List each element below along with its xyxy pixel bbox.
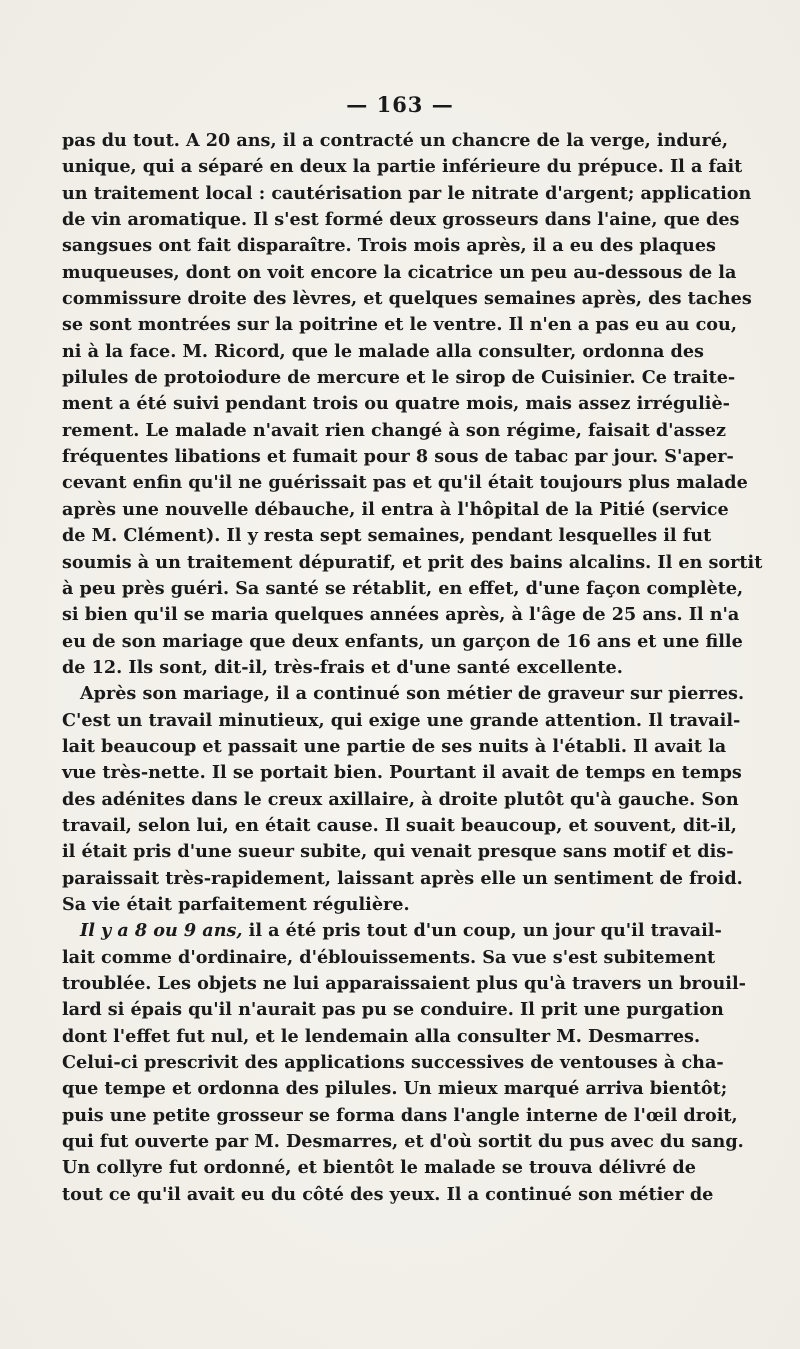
text-line: troublée. Les objets ne lui apparaissaient plus qu'à travers un brouil- xyxy=(62,973,746,994)
text-line: dont l'effet fut nul, et le lendemain alla consulter M. Desmarres. xyxy=(62,1025,701,1047)
text-line: de vin aromatique. Il s'est formé deux grosseurs dans l'aine, que des xyxy=(62,209,740,231)
body-text xyxy=(62,128,763,1208)
text-line: puis une petite grosseur se forma dans l'angle interne de l'œil droit, xyxy=(62,1104,738,1126)
text-line: de M. Clément). Il y resta sept semaines, pendant lesquelles il fut xyxy=(62,525,712,547)
text-line: travail, selon lui, en était cause. Il suait beaucoup, et souvent, dit-il, xyxy=(62,814,737,836)
italic-lead: Il y a 8 ou 9 ans, xyxy=(80,920,243,942)
text-line: Il y a 8 ou 9 ans, il a été pris tout d'un coup, un jour qu'il travail- xyxy=(80,920,722,942)
text-line: se sont montrées sur la poitrine et le ventre. Il n'en a pas eu au cou, xyxy=(62,314,737,336)
text-line: à peu près guéri. Sa santé se rétablit, en effet, d'une façon complète, xyxy=(62,577,744,599)
text-line: unique, qui a séparé en deux la partie inférieure du prépuce. Il a fait xyxy=(62,156,743,178)
text-line: un traitement local : cautérisation par le nitrate d'argent; application xyxy=(62,182,752,204)
text-line: muqueuses, dont on voit encore la cicatrice un peu au-dessous de la xyxy=(62,261,737,283)
text-line: commissure droite des lèvres, et quelques semaines après, des taches xyxy=(62,288,752,310)
text-line: lait comme d'ordinaire, d'éblouissements. Sa vue s'est subitement xyxy=(62,946,716,968)
text-line: paraissait très-rapidement, laissant après elle un sentiment de froid. xyxy=(62,867,743,889)
text-line: qui fut ouverte par M. Desmarres, et d'où sortit du pus avec du sang. xyxy=(62,1131,744,1153)
text-line: soumis à un traitement dépuratif, et prit des bains alcalins. Il en sortit xyxy=(62,551,763,573)
text-line: pilules de protoiodure de mercure et le sirop de Cuisinier. Ce traite- xyxy=(62,367,736,389)
text-line: sangsues ont fait disparaître. Trois mois après, il a eu des plaques xyxy=(62,235,716,257)
text-line: que tempe et ordonna des pilules. Un mieux marqué arriva bientôt; xyxy=(62,1078,728,1100)
text-line: des adénites dans le creux axillaire, à droite plutôt qu'à gauche. Son xyxy=(62,788,739,810)
text-line: il était pris d'une sueur subite, qui venait presque sans motif et dis- xyxy=(62,841,734,863)
text-line: cevant enfin qu'il ne guérissait pas et qu'il était toujours plus malade xyxy=(62,472,748,494)
text-line: pas du tout. A 20 ans, il a contracté un chancre de la verge, induré, xyxy=(62,130,729,151)
text-line: eu de son mariage que deux enfants, un garçon de 16 ans et une fille xyxy=(62,630,743,652)
text-line: Sa vie était parfaitement régulière. xyxy=(62,893,410,915)
text-line: après une nouvelle débauche, il entra à l'hôpital de la Pitié (service xyxy=(62,498,729,520)
text-line: vue très-nette. Il se portait bien. Pourtant il avait de temps en temps xyxy=(62,762,742,784)
text-line: Celui-ci prescrivit des applications successives de ventouses à cha- xyxy=(62,1052,724,1074)
text-line: lait beaucoup et passait une partie de ses nuits à l'établi. Il avait la xyxy=(62,735,727,757)
text-line: si bien qu'il se maria quelques années après, à l'âge de 25 ans. Il n'a xyxy=(62,604,740,626)
text-line: ni à la face. M. Ricord, que le malade alla consulter, ordonna des xyxy=(62,340,704,362)
text-line: de 12. Ils sont, dit-il, très-frais et d'une santé excellente. xyxy=(62,656,623,678)
text-line: Un collyre fut ordonné, et bientôt le malade se trouva délivré de xyxy=(62,1157,696,1179)
page-number: — 163 — xyxy=(346,92,454,117)
text-line: rement. Le malade n'avait rien changé à son régime, faisait d'assez xyxy=(62,419,726,441)
text-line: lard si épais qu'il n'aurait pas pu se conduire. Il prit une purgation xyxy=(62,999,724,1021)
text-line: ment a été suivi pendant trois ou quatre mois, mais assez irréguliè- xyxy=(62,393,730,415)
text-line: C'est un travail minutieux, qui exige une grande attention. Il travail- xyxy=(62,709,741,731)
text-line: fréquentes libations et fumait pour 8 sous de tabac par jour. S'aper- xyxy=(62,446,734,468)
text-line: Après son mariage, il a continué son métier de graveur sur pierres. xyxy=(80,683,745,705)
text-line: tout ce qu'il avait eu du côté des yeux. Il a continué son métier de xyxy=(62,1183,714,1205)
